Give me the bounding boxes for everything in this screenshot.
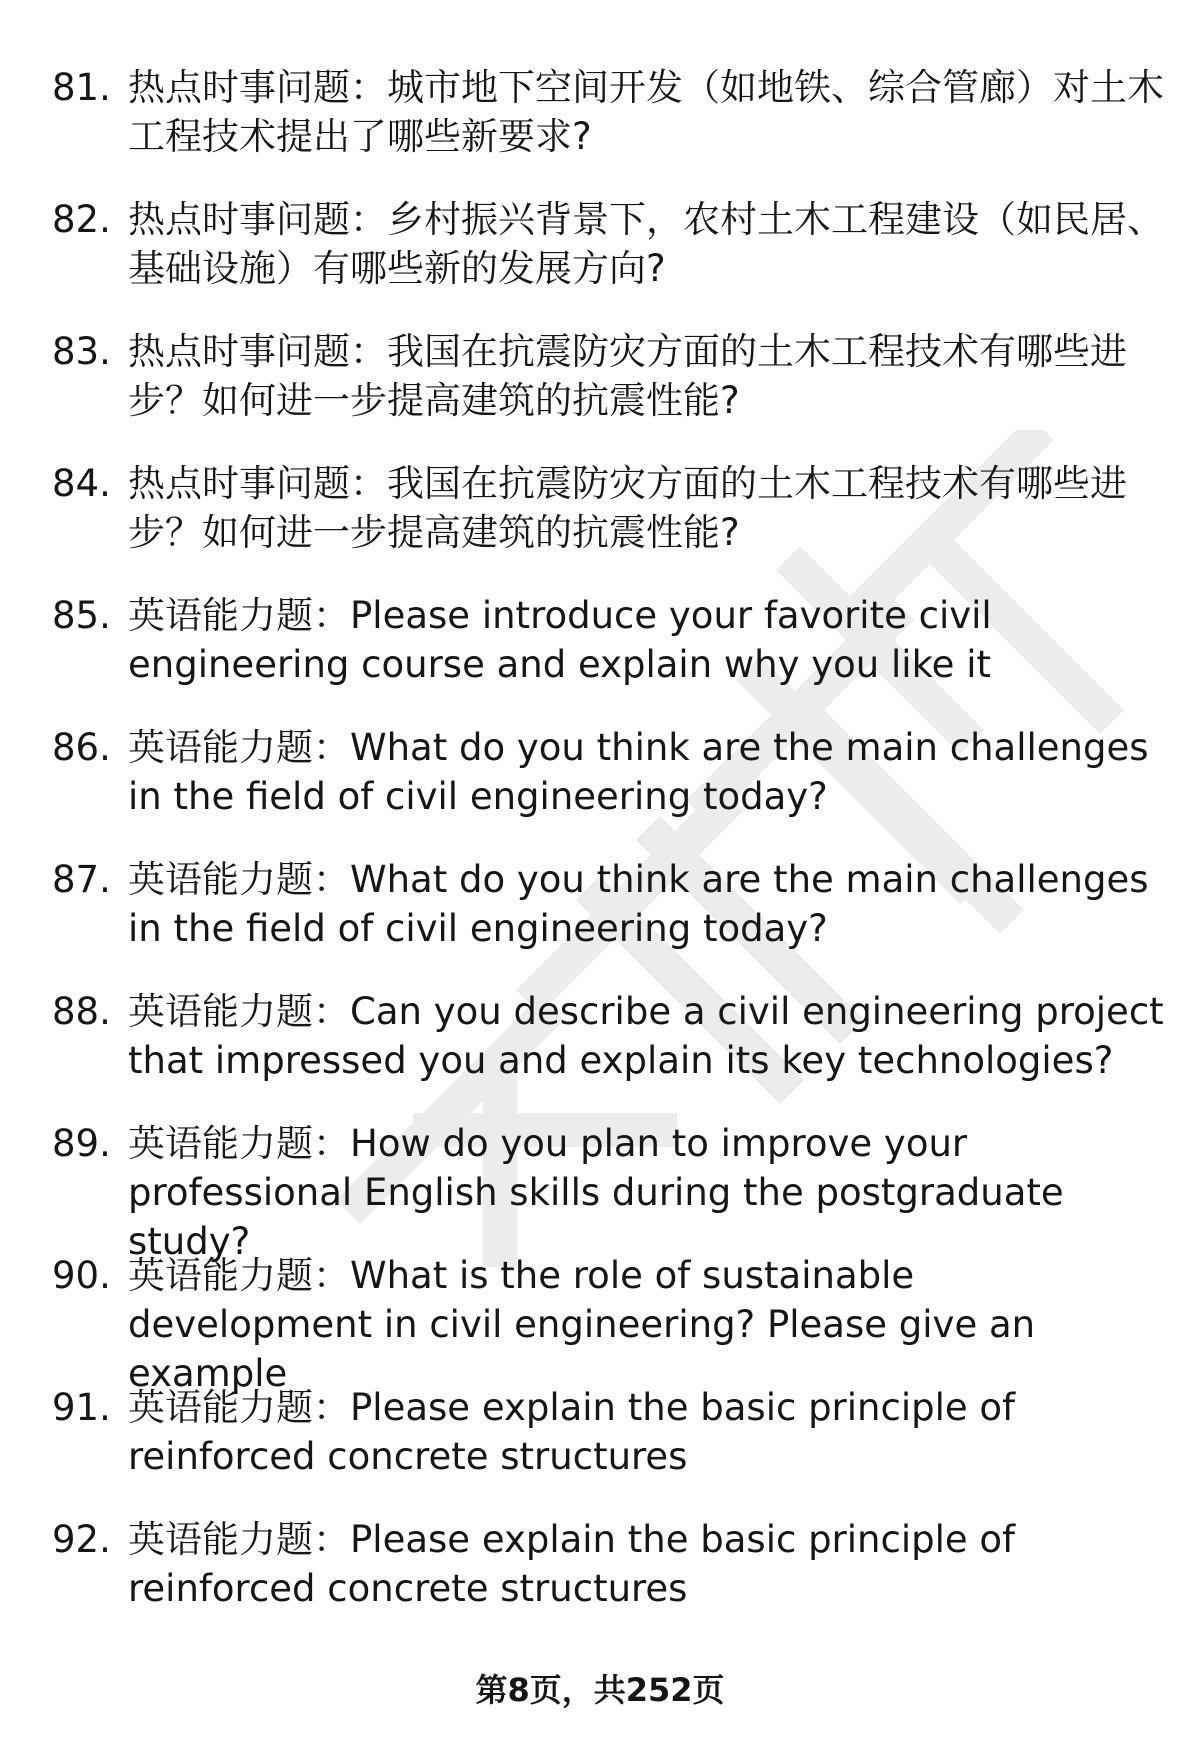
question-category: 英语能力题：	[128, 726, 350, 769]
question-number: 82.	[52, 198, 111, 241]
question-text	[128, 63, 1168, 161]
question-category: 热点时事问题：	[128, 462, 387, 505]
question-number: 88.	[52, 990, 111, 1033]
question-body: 乡村振兴背景下，农村土木工程建设（如民居、基础设施）有哪些新的发展方向?	[128, 198, 1164, 290]
question-category: 热点时事问题：	[128, 198, 387, 241]
question-text	[128, 195, 1168, 293]
question-category: 英语能力题：	[128, 594, 350, 637]
question-category: 英语能力题：	[128, 1518, 350, 1561]
question-item	[0, 55, 1200, 187]
question-item	[0, 979, 1200, 1111]
question-number: 89.	[52, 1122, 111, 1165]
question-number: 92.	[52, 1518, 111, 1561]
question-text	[128, 327, 1168, 425]
question-text	[128, 1383, 1168, 1481]
question-item	[0, 451, 1200, 583]
page-footer: 第8页，共252页	[475, 1671, 725, 1709]
question-item	[0, 319, 1200, 451]
question-item	[0, 1111, 1200, 1263]
question-item	[0, 715, 1200, 847]
question-item	[0, 1375, 1200, 1507]
question-category: 英语能力题：	[128, 1122, 350, 1165]
question-item	[0, 187, 1200, 319]
question-number: 86.	[52, 726, 111, 769]
question-number: 91.	[52, 1386, 111, 1429]
question-number: 85.	[52, 594, 111, 637]
question-number: 83.	[52, 330, 111, 373]
question-item	[0, 583, 1200, 715]
question-body: What do you think are the main challenges in the field of civil engineering today?	[128, 858, 1149, 950]
question-text	[128, 459, 1168, 557]
question-number: 81.	[52, 66, 111, 109]
question-body: 城市地下空间开发（如地铁、综合管廊）对土木工程技术提出了哪些新要求?	[128, 66, 1164, 158]
question-category: 英语能力题：	[128, 858, 350, 901]
question-item	[0, 1507, 1200, 1639]
question-text	[128, 723, 1168, 821]
question-number: 87.	[52, 858, 111, 901]
question-category: 英语能力题：	[128, 1254, 350, 1297]
question-list	[0, 55, 1200, 1639]
question-category: 热点时事问题：	[128, 330, 387, 373]
question-body: 我国在抗震防灾方面的土木工程技术有哪些进步？如何进一步提高建筑的抗震性能?	[128, 462, 1127, 554]
question-body: What is the role of sustainable development in civil engineering? Please give an example	[128, 1254, 1036, 1395]
question-text	[128, 1515, 1168, 1613]
question-text	[128, 591, 1168, 689]
question-category: 英语能力题：	[128, 990, 350, 1033]
question-number: 84.	[52, 462, 111, 505]
question-body: What do you think are the main challenges in the field of civil engineering today?	[128, 726, 1149, 818]
question-body: Please introduce your favorite civil engineering course and explain why you like it	[128, 594, 992, 686]
question-category: 英语能力题：	[128, 1386, 350, 1429]
question-body: Can you describe a civil engineering project that impressed you and explain its key technologies?	[128, 990, 1164, 1082]
question-category: 热点时事问题：	[128, 66, 387, 109]
question-body: How do you plan to improve your professional English skills during the postgraduate study?	[128, 1122, 1064, 1263]
question-body: Please explain the basic principle of reinforced concrete structures	[128, 1386, 1016, 1478]
question-text	[128, 987, 1168, 1085]
question-text	[128, 855, 1168, 953]
question-body: Please explain the basic principle of reinforced concrete structures	[128, 1518, 1016, 1610]
question-item	[0, 1243, 1200, 1395]
question-body: 我国在抗震防灾方面的土木工程技术有哪些进步？如何进一步提高建筑的抗震性能?	[128, 330, 1127, 422]
question-number: 90.	[52, 1254, 111, 1297]
question-item	[0, 847, 1200, 979]
